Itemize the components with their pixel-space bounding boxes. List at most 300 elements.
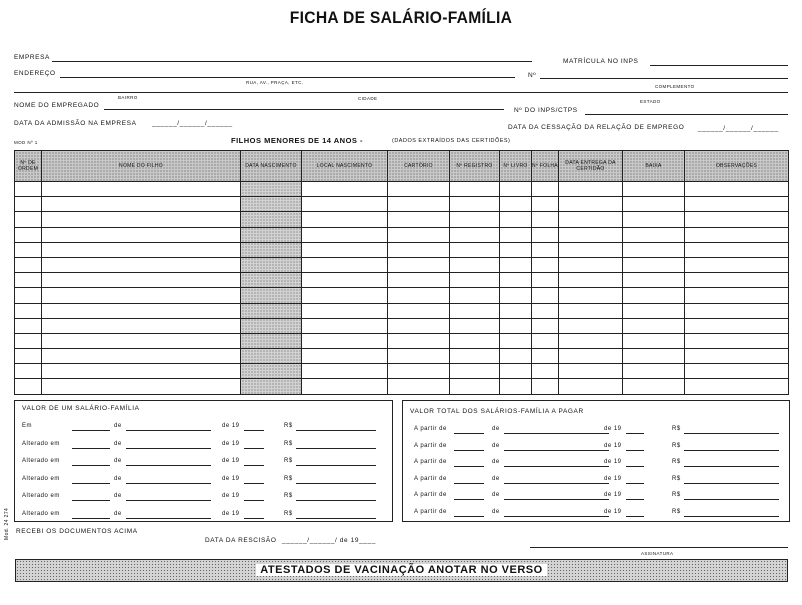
table-cell[interactable] bbox=[500, 333, 532, 348]
day-field[interactable] bbox=[72, 500, 110, 501]
table-cell[interactable] bbox=[559, 318, 623, 333]
admissao-date[interactable]: ______/______/______ bbox=[152, 120, 233, 127]
row-label: A partir de bbox=[414, 492, 447, 498]
table-cell[interactable] bbox=[241, 364, 302, 379]
table-cell[interactable] bbox=[450, 257, 500, 272]
table-cell[interactable] bbox=[623, 364, 685, 379]
table-cell[interactable] bbox=[15, 349, 42, 364]
table-cell[interactable] bbox=[685, 318, 789, 333]
table-cell[interactable] bbox=[559, 212, 623, 227]
de-label: de bbox=[492, 508, 500, 515]
table-row bbox=[15, 212, 789, 227]
table-row bbox=[15, 257, 789, 272]
table-cell[interactable] bbox=[500, 303, 532, 318]
year-field[interactable] bbox=[626, 450, 644, 451]
rescisao-date[interactable]: ______/______/ de 19____ bbox=[282, 537, 376, 544]
table-row bbox=[15, 303, 789, 318]
rs-label: R$ bbox=[284, 423, 293, 429]
table-cell[interactable] bbox=[388, 182, 450, 197]
table-cell[interactable] bbox=[450, 197, 500, 212]
year-field[interactable] bbox=[626, 499, 644, 500]
table-cell[interactable] bbox=[500, 288, 532, 303]
table-cell[interactable] bbox=[623, 333, 685, 348]
table-cell[interactable] bbox=[532, 182, 559, 197]
table-cell[interactable] bbox=[532, 227, 559, 242]
amount-field[interactable] bbox=[296, 430, 376, 431]
table-cell[interactable] bbox=[15, 242, 42, 257]
table-cell[interactable] bbox=[532, 288, 559, 303]
table-cell[interactable] bbox=[388, 242, 450, 257]
cidade-hint: CIDADE bbox=[358, 96, 378, 101]
row-label: Alterado em bbox=[22, 440, 60, 447]
cessacao-label: DATA DA CESSAÇÃO DA RELAÇÃO DE EMPREGO bbox=[508, 124, 685, 131]
year-field[interactable] bbox=[244, 483, 264, 484]
table-cell[interactable] bbox=[623, 182, 685, 197]
table-cell[interactable] bbox=[241, 349, 302, 364]
endereco-hint: RUA, AV., PRAÇA, ETC. bbox=[246, 80, 304, 85]
table-cell[interactable] bbox=[450, 349, 500, 364]
table-row bbox=[15, 379, 789, 394]
table-cell[interactable] bbox=[241, 212, 302, 227]
table-row bbox=[15, 318, 789, 333]
table-cell[interactable] bbox=[559, 227, 623, 242]
table-cell[interactable] bbox=[623, 257, 685, 272]
complemento-hint: COMPLEMENTO bbox=[655, 84, 695, 89]
table-cell[interactable] bbox=[302, 242, 388, 257]
table-cell[interactable] bbox=[623, 288, 685, 303]
de-label: de bbox=[492, 475, 500, 482]
de-label: de bbox=[114, 458, 122, 464]
year-field[interactable] bbox=[244, 500, 264, 501]
day-field[interactable] bbox=[454, 433, 484, 434]
table-row bbox=[15, 364, 789, 379]
de-label: de bbox=[114, 510, 122, 517]
table-subtitle: (DADOS EXTRAÍDOS DAS CERTIDÕES) bbox=[392, 138, 511, 144]
table-cell[interactable] bbox=[388, 364, 450, 379]
table-cell[interactable] bbox=[302, 379, 388, 394]
month-field[interactable] bbox=[504, 466, 609, 467]
table-cell[interactable] bbox=[450, 379, 500, 394]
rs-label: R$ bbox=[672, 442, 681, 449]
de-label: de bbox=[114, 423, 122, 429]
table-cell[interactable] bbox=[685, 364, 789, 379]
table-cell[interactable] bbox=[388, 349, 450, 364]
rs-label: R$ bbox=[672, 508, 681, 515]
table-cell[interactable] bbox=[450, 318, 500, 333]
table-cell[interactable] bbox=[559, 379, 623, 394]
matricula-label: MATRÍCULA NO INPS bbox=[563, 58, 639, 65]
amount-field[interactable] bbox=[684, 433, 779, 434]
table-cell[interactable] bbox=[15, 288, 42, 303]
amount-field[interactable] bbox=[296, 483, 376, 484]
day-field[interactable] bbox=[454, 499, 484, 500]
table-cell[interactable] bbox=[42, 227, 241, 242]
year-field[interactable] bbox=[626, 466, 644, 467]
col-baixa: BAIXA bbox=[623, 151, 685, 182]
day-field[interactable] bbox=[454, 516, 484, 517]
table-cell[interactable] bbox=[559, 182, 623, 197]
amount-field[interactable] bbox=[296, 518, 376, 519]
table-cell[interactable] bbox=[302, 303, 388, 318]
table-cell[interactable] bbox=[15, 273, 42, 288]
table-cell[interactable] bbox=[623, 197, 685, 212]
endereco-field[interactable] bbox=[60, 77, 515, 78]
month-field[interactable] bbox=[126, 448, 211, 449]
year-label: de 19 bbox=[604, 426, 622, 432]
table-cell[interactable] bbox=[685, 273, 789, 288]
children-table bbox=[14, 150, 789, 395]
table-cell[interactable] bbox=[241, 288, 302, 303]
recebi-label: RECEBI OS DOCUMENTOS ACIMA bbox=[16, 528, 138, 535]
table-cell[interactable] bbox=[241, 318, 302, 333]
table-cell[interactable] bbox=[241, 333, 302, 348]
table-cell[interactable] bbox=[532, 212, 559, 227]
table-cell[interactable] bbox=[15, 318, 42, 333]
table-cell[interactable] bbox=[500, 379, 532, 394]
table-cell[interactable] bbox=[532, 318, 559, 333]
table-cell[interactable] bbox=[302, 197, 388, 212]
day-field[interactable] bbox=[454, 483, 484, 484]
rs-label: R$ bbox=[284, 493, 293, 499]
table-cell[interactable] bbox=[302, 318, 388, 333]
table-cell[interactable] bbox=[241, 242, 302, 257]
table-cell[interactable] bbox=[623, 349, 685, 364]
amount-field[interactable] bbox=[684, 499, 779, 500]
rs-label: R$ bbox=[672, 475, 681, 482]
table-cell[interactable] bbox=[623, 303, 685, 318]
table-cell[interactable] bbox=[623, 318, 685, 333]
table-cell[interactable] bbox=[42, 349, 241, 364]
table-cell[interactable] bbox=[15, 379, 42, 394]
table-cell[interactable] bbox=[450, 303, 500, 318]
table-cell[interactable] bbox=[532, 379, 559, 394]
month-field[interactable] bbox=[126, 500, 211, 501]
table-row bbox=[15, 242, 789, 257]
col-observacoes: OBSERVAÇÕES bbox=[685, 151, 789, 182]
day-field[interactable] bbox=[72, 518, 110, 519]
amount-field[interactable] bbox=[684, 483, 779, 484]
table-cell[interactable] bbox=[685, 212, 789, 227]
table-title: FILHOS MENORES DE 14 ANOS - bbox=[231, 136, 363, 145]
table-cell[interactable] bbox=[302, 333, 388, 348]
amount-field[interactable] bbox=[684, 466, 779, 467]
year-field[interactable] bbox=[626, 483, 644, 484]
rescisao-label: DATA DA RESCISÃO bbox=[205, 537, 277, 544]
table-cell[interactable] bbox=[500, 197, 532, 212]
col-cartorio: CARTÓRIO bbox=[388, 151, 450, 182]
row-label: Alterado em bbox=[22, 458, 60, 464]
table-cell[interactable] bbox=[15, 333, 42, 348]
table-cell[interactable] bbox=[15, 197, 42, 212]
col-nome-filho: NOME DO FILHO bbox=[42, 151, 241, 182]
table-cell[interactable] bbox=[532, 242, 559, 257]
table-cell[interactable] bbox=[623, 379, 685, 394]
month-field[interactable] bbox=[504, 499, 609, 500]
rs-label: R$ bbox=[672, 492, 681, 498]
day-field[interactable] bbox=[454, 466, 484, 467]
table-cell[interactable] bbox=[559, 242, 623, 257]
de-label: de bbox=[492, 459, 500, 465]
year-label: de 19 bbox=[222, 440, 240, 447]
table-cell[interactable] bbox=[559, 257, 623, 272]
month-field[interactable] bbox=[126, 483, 211, 484]
table-cell[interactable] bbox=[302, 364, 388, 379]
table-cell[interactable] bbox=[559, 197, 623, 212]
rs-label: R$ bbox=[672, 426, 681, 432]
month-field[interactable] bbox=[504, 516, 609, 517]
ctps-label: Nº DO INPS/CTPS bbox=[514, 107, 578, 114]
day-field[interactable] bbox=[72, 465, 110, 466]
model-code: MOD Nº 1 bbox=[14, 140, 38, 145]
table-cell[interactable] bbox=[450, 288, 500, 303]
empresa-field[interactable] bbox=[52, 61, 532, 62]
col-registro: Nº REGISTRO bbox=[450, 151, 500, 182]
vacinacao-banner bbox=[15, 559, 788, 582]
table-cell[interactable] bbox=[42, 182, 241, 197]
table-cell[interactable] bbox=[241, 303, 302, 318]
assinatura-label: ASSINATURA bbox=[641, 551, 674, 556]
table-cell[interactable] bbox=[685, 379, 789, 394]
table-cell[interactable] bbox=[388, 379, 450, 394]
table-cell[interactable] bbox=[302, 182, 388, 197]
month-field[interactable] bbox=[126, 518, 211, 519]
table-cell[interactable] bbox=[388, 212, 450, 227]
row-label: Alterado em bbox=[22, 510, 60, 517]
table-cell[interactable] bbox=[559, 333, 623, 348]
table-cell[interactable] bbox=[500, 227, 532, 242]
table-cell[interactable] bbox=[532, 349, 559, 364]
table-cell[interactable] bbox=[623, 227, 685, 242]
table-cell[interactable] bbox=[532, 303, 559, 318]
table-cell[interactable] bbox=[302, 273, 388, 288]
table-cell[interactable] bbox=[623, 212, 685, 227]
de-label: de bbox=[492, 426, 500, 432]
table-cell[interactable] bbox=[450, 273, 500, 288]
bairro-hint: BAIRRO bbox=[118, 95, 138, 100]
table-cell[interactable] bbox=[500, 242, 532, 257]
table-cell[interactable] bbox=[532, 273, 559, 288]
valor-total-box bbox=[402, 400, 790, 522]
table-cell[interactable] bbox=[685, 349, 789, 364]
month-field[interactable] bbox=[126, 465, 211, 466]
table-cell[interactable] bbox=[388, 333, 450, 348]
table-cell[interactable] bbox=[450, 242, 500, 257]
table-cell[interactable] bbox=[15, 257, 42, 272]
nome-empregado-field[interactable] bbox=[104, 109, 504, 110]
table-cell[interactable] bbox=[302, 227, 388, 242]
col-livro: Nº LIVRO bbox=[500, 151, 532, 182]
month-field[interactable] bbox=[126, 430, 211, 431]
row-label: A partir de bbox=[414, 508, 447, 515]
table-cell[interactable] bbox=[302, 212, 388, 227]
nome-empregado-label: NOME DO EMPREGADO bbox=[14, 102, 100, 109]
table-cell[interactable] bbox=[15, 212, 42, 227]
table-cell[interactable] bbox=[559, 349, 623, 364]
year-label: de 19 bbox=[604, 475, 622, 482]
table-cell[interactable] bbox=[623, 242, 685, 257]
de-label: de bbox=[492, 492, 500, 498]
year-label: de 19 bbox=[604, 492, 622, 498]
valor-salario-familia-box bbox=[14, 400, 393, 522]
table-cell[interactable] bbox=[559, 273, 623, 288]
table-cell[interactable] bbox=[42, 273, 241, 288]
col-local-nascimento: LOCAL NASCIMENTO bbox=[302, 151, 388, 182]
table-row bbox=[15, 333, 789, 348]
table-cell[interactable] bbox=[500, 318, 532, 333]
table-cell[interactable] bbox=[42, 257, 241, 272]
table-cell[interactable] bbox=[42, 288, 241, 303]
table-cell[interactable] bbox=[42, 364, 241, 379]
table-cell[interactable] bbox=[42, 197, 241, 212]
table-cell[interactable] bbox=[302, 257, 388, 272]
numero-field[interactable] bbox=[540, 78, 788, 79]
table-row bbox=[15, 227, 789, 242]
col-ordem: Nº DE ORDEM bbox=[15, 151, 42, 182]
year-label: de 19 bbox=[222, 423, 240, 429]
ctps-field[interactable] bbox=[585, 114, 788, 115]
table-cell[interactable] bbox=[685, 288, 789, 303]
table-cell[interactable] bbox=[241, 379, 302, 394]
table-cell[interactable] bbox=[532, 364, 559, 379]
amount-field[interactable] bbox=[296, 500, 376, 501]
row-label: A partir de bbox=[414, 426, 447, 432]
table-cell[interactable] bbox=[685, 197, 789, 212]
year-field[interactable] bbox=[244, 518, 264, 519]
cessacao-date[interactable]: ______/______/______ bbox=[698, 125, 779, 132]
col-data-entrega: DATA ENTREGA DA CERTIDÃO bbox=[559, 151, 623, 182]
year-field[interactable] bbox=[626, 516, 644, 517]
day-field[interactable] bbox=[72, 448, 110, 449]
table-cell[interactable] bbox=[388, 303, 450, 318]
col-folha: Nº FOLHA bbox=[532, 151, 559, 182]
table-cell[interactable] bbox=[241, 273, 302, 288]
table-cell[interactable] bbox=[241, 257, 302, 272]
year-label: de 19 bbox=[222, 475, 240, 482]
table-cell[interactable] bbox=[685, 257, 789, 272]
table-cell[interactable] bbox=[450, 182, 500, 197]
amount-field[interactable] bbox=[684, 450, 779, 451]
year-label: de 19 bbox=[222, 458, 240, 464]
table-cell[interactable] bbox=[685, 182, 789, 197]
table-cell[interactable] bbox=[15, 303, 42, 318]
rs-label: R$ bbox=[284, 510, 293, 517]
row-label: A partir de bbox=[414, 475, 447, 482]
table-cell[interactable] bbox=[685, 227, 789, 242]
day-field[interactable] bbox=[454, 450, 484, 451]
left-box-title: VALOR DE UM SALÁRIO-FAMÍLIA bbox=[22, 405, 140, 412]
de-label: de bbox=[114, 493, 122, 499]
table-cell[interactable] bbox=[532, 257, 559, 272]
table-cell[interactable] bbox=[559, 288, 623, 303]
table-cell[interactable] bbox=[450, 364, 500, 379]
table-cell[interactable] bbox=[559, 303, 623, 318]
side-code: Mod. 24 274 bbox=[4, 507, 10, 540]
table-cell[interactable] bbox=[388, 318, 450, 333]
de-label: de bbox=[114, 475, 122, 482]
amount-field[interactable] bbox=[684, 516, 779, 517]
year-label: de 19 bbox=[604, 459, 622, 465]
year-field[interactable] bbox=[626, 433, 644, 434]
table-cell[interactable] bbox=[532, 333, 559, 348]
assinatura-line[interactable] bbox=[530, 547, 788, 548]
year-field[interactable] bbox=[244, 465, 264, 466]
table-cell[interactable] bbox=[450, 212, 500, 227]
rs-label: R$ bbox=[284, 458, 293, 464]
year-field[interactable] bbox=[244, 448, 264, 449]
table-cell[interactable] bbox=[302, 349, 388, 364]
table-cell[interactable] bbox=[685, 303, 789, 318]
table-cell[interactable] bbox=[623, 273, 685, 288]
table-cell[interactable] bbox=[241, 197, 302, 212]
table-cell[interactable] bbox=[388, 257, 450, 272]
table-cell[interactable] bbox=[241, 227, 302, 242]
endereco-label: ENDEREÇO bbox=[14, 70, 56, 77]
table-cell[interactable] bbox=[42, 379, 241, 394]
vacinacao-text: ATESTADOS DE VACINAÇÃO ANOTAR NO VERSO bbox=[256, 564, 546, 576]
table-cell[interactable] bbox=[42, 318, 241, 333]
table-row bbox=[15, 197, 789, 212]
table-row bbox=[15, 182, 789, 197]
table-cell[interactable] bbox=[15, 364, 42, 379]
table-cell[interactable] bbox=[388, 197, 450, 212]
table-cell[interactable] bbox=[500, 349, 532, 364]
table-cell[interactable] bbox=[532, 197, 559, 212]
day-field[interactable] bbox=[72, 483, 110, 484]
table-cell[interactable] bbox=[500, 212, 532, 227]
month-field[interactable] bbox=[504, 433, 609, 434]
table-row bbox=[15, 349, 789, 364]
bairro-cidade-field[interactable] bbox=[14, 92, 788, 93]
row-label: Alterado em bbox=[22, 493, 60, 499]
month-field[interactable] bbox=[504, 483, 609, 484]
row-label: Em bbox=[22, 423, 32, 429]
table-cell[interactable] bbox=[500, 273, 532, 288]
rs-label: R$ bbox=[284, 475, 293, 482]
table-row bbox=[15, 288, 789, 303]
day-field[interactable] bbox=[72, 430, 110, 431]
table-cell[interactable] bbox=[559, 364, 623, 379]
year-label: de 19 bbox=[222, 510, 240, 517]
table-cell[interactable] bbox=[500, 182, 532, 197]
year-label: de 19 bbox=[604, 508, 622, 515]
month-field[interactable] bbox=[504, 450, 609, 451]
table-cell[interactable] bbox=[42, 212, 241, 227]
year-label: de 19 bbox=[604, 442, 622, 449]
table-cell[interactable] bbox=[302, 288, 388, 303]
table-row bbox=[15, 273, 789, 288]
table-cell[interactable] bbox=[450, 333, 500, 348]
table-cell[interactable] bbox=[388, 273, 450, 288]
table-cell[interactable] bbox=[15, 227, 42, 242]
table-cell[interactable] bbox=[685, 333, 789, 348]
table-cell[interactable] bbox=[500, 257, 532, 272]
row-label: A partir de bbox=[414, 459, 447, 465]
table-cell[interactable] bbox=[241, 182, 302, 197]
table-cell[interactable] bbox=[500, 364, 532, 379]
table-cell[interactable] bbox=[42, 242, 241, 257]
table-cell[interactable] bbox=[450, 227, 500, 242]
table-cell[interactable] bbox=[685, 242, 789, 257]
table-cell[interactable] bbox=[42, 333, 241, 348]
matricula-field[interactable] bbox=[650, 65, 788, 66]
year-field[interactable] bbox=[244, 430, 264, 431]
amount-field[interactable] bbox=[296, 465, 376, 466]
table-cell[interactable] bbox=[15, 182, 42, 197]
table-cell[interactable] bbox=[42, 303, 241, 318]
table-cell[interactable] bbox=[388, 227, 450, 242]
table-cell[interactable] bbox=[388, 288, 450, 303]
amount-field[interactable] bbox=[296, 448, 376, 449]
